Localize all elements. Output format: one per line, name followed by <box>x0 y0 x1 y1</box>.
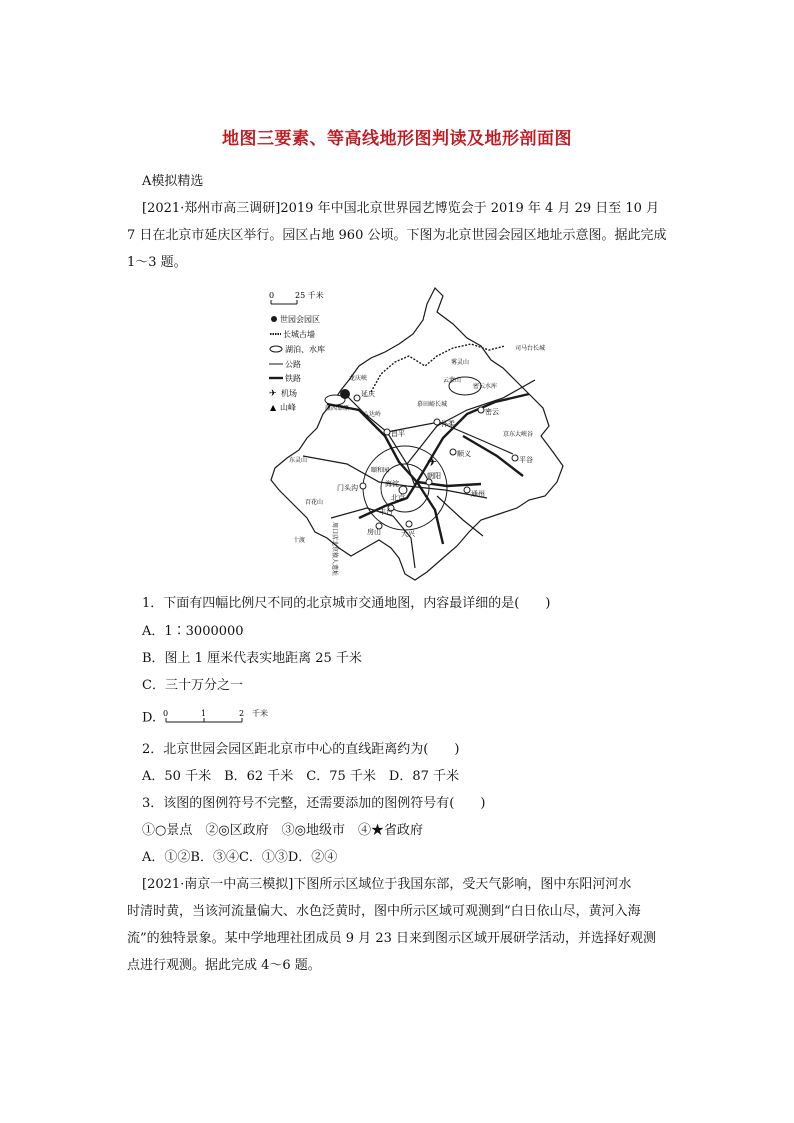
label-baihua: 百花山 <box>305 499 324 506</box>
page-title: 地图三要素、等高线地形图判读及地形剖面图 <box>222 129 572 149</box>
scale-unit: 千米 <box>252 709 269 718</box>
legend-peak: 山峰 <box>280 403 296 412</box>
label-reservoir: 密云水库 <box>473 383 498 390</box>
railway-1 <box>327 404 481 486</box>
label-chaoyang: 朝阳 <box>427 472 441 480</box>
q1-option-c: C．三十万分之一 <box>142 678 243 693</box>
marker-shunyi <box>450 449 456 455</box>
marker-mentougou <box>360 483 366 489</box>
expo-site-marker <box>340 389 350 399</box>
legend-expo-symbol <box>271 316 277 322</box>
label-zhoukoudian: 周口店北京猿人遗址 <box>331 522 338 577</box>
q3-options: A．①②B．③④C．①③D．②④ <box>142 850 338 865</box>
label-tongzhou: 通州 <box>471 490 485 498</box>
legend-rail: 铁路 <box>285 374 301 383</box>
q2-options: A．50 千米 B．62 千米 C．75 千米 D．87 千米 <box>142 769 460 784</box>
intro2-line1: [2021·南京一中高三模拟]下图所示区域位于我国东部，受天气影响，图中东阳河河水 <box>142 877 632 892</box>
marker-beijing <box>399 486 407 494</box>
scale-tick-0: 0 <box>163 709 169 718</box>
label-fengtai: 丰台 <box>379 508 393 516</box>
q1-option-d <box>142 708 280 728</box>
road-4 <box>303 456 487 498</box>
intro2-line3: 流”的独特景象。某中学地理社团成员 9 月 23 日来到图示区域开展研学活动，并选择好观测 <box>127 931 656 946</box>
q1-option-d-prefix: D. <box>142 710 157 726</box>
label-huairou: 怀柔 <box>441 420 455 428</box>
q3-items: ①○景点 ②◎区政府 ③◎地级市 ④★省政府 <box>142 823 424 838</box>
road-5 <box>331 508 415 568</box>
scale-value: 25 千米 <box>295 291 324 300</box>
scale-zero: 0 <box>269 291 275 300</box>
marker-tongzhou <box>464 487 470 493</box>
label-haidian: 海淀 <box>385 480 399 488</box>
label-yunmeng: 云蒙山 <box>443 377 462 384</box>
label-shunyi: 顺义 <box>457 450 471 458</box>
label-daxing: 大兴 <box>401 530 415 538</box>
q3-stem: 3．该图的图例符号不完整，还需要添加的图例符号有( ) <box>142 796 486 811</box>
legend-lake-symbol <box>270 346 282 352</box>
label-badaling: 八达岭 <box>363 411 382 418</box>
label-yanqing: 延庆 <box>361 390 375 398</box>
marker-pinggu <box>512 455 518 461</box>
label-jingdong: 京东大峡谷 <box>503 431 534 438</box>
scale-tick-1: 1 <box>201 709 207 718</box>
label-beijing: 北京 <box>391 494 405 502</box>
label-dongling: 东灵山 <box>289 457 308 464</box>
beijing-expo-map <box>267 286 573 582</box>
scale-tick-2: 2 <box>239 709 245 718</box>
legend-airport: 机场 <box>281 389 297 398</box>
intro1-line2: 7 日在北京市延庆区举行。园区占地 960 公顷。下图为北京世园会园区地址示意图。据此完成 <box>127 228 667 243</box>
airport-icon: ✈ <box>427 455 438 469</box>
intro2-line4: 点进行观测。据此完成 4～6 题。 <box>127 958 321 973</box>
label-mentougou: 门头沟 <box>337 484 358 492</box>
marker-huairou <box>434 419 440 425</box>
q1-stem: 1．下面有四幅比例尺不同的北京城市交通地图，内容最详细的是( ) <box>142 596 551 611</box>
marker-miyun <box>478 407 484 413</box>
q1-option-a: A．1∶3000000 <box>142 624 244 639</box>
legend-lake: 湖泊、水库 <box>285 345 325 354</box>
label-simatai: 司马台长城 <box>515 345 546 352</box>
legend-road: 公路 <box>285 360 301 369</box>
marker-yanqing <box>354 395 360 401</box>
intro1-line1: [2021·郑州市高三调研]2019 年中国北京世界园艺博览会于 2019 年 4 月 29 日至 10 月 <box>142 201 660 216</box>
label-kangxi: 康西草原 <box>325 405 350 412</box>
label-changping: 昌平 <box>391 430 405 438</box>
label-yiheyuan: 颐和园 <box>371 467 390 474</box>
road-6 <box>437 496 483 536</box>
intro1-line3: 1～3 题。 <box>127 255 187 270</box>
legend-peak-symbol: ▲ <box>270 403 277 412</box>
legend-airport-symbol: ✈ <box>269 389 277 399</box>
q2-stem: 2．北京世园会园区距北京市中心的直线距离约为( ) <box>142 742 460 757</box>
q1-option-b: B．图上 1 厘米代表实地距离 25 千米 <box>142 651 362 666</box>
label-pinggu: 平谷 <box>519 456 533 464</box>
label-wuling: 雾灵山 <box>451 359 470 366</box>
marker-daxing <box>406 521 412 527</box>
legend-expo: 世园会园区 <box>280 315 320 324</box>
intro2-line2: 时清时黄，当该河流量偏大、水色泛黄时，图中所示区域可观测到“白日依山尽，黄河入海 <box>127 904 641 919</box>
scale-bar-figure <box>160 708 280 728</box>
marker-changping <box>384 429 390 435</box>
label-shidu: 十渡 <box>293 537 306 544</box>
label-miyun: 密云 <box>485 408 499 416</box>
label-fangshan: 房山 <box>367 528 381 536</box>
section-heading: A模拟精选 <box>142 174 204 189</box>
legend-wall: 长城古墙 <box>283 330 315 339</box>
label-longqing: 龙庆峡 <box>349 375 368 382</box>
label-mutianyu: 慕田峪长城 <box>417 401 448 408</box>
